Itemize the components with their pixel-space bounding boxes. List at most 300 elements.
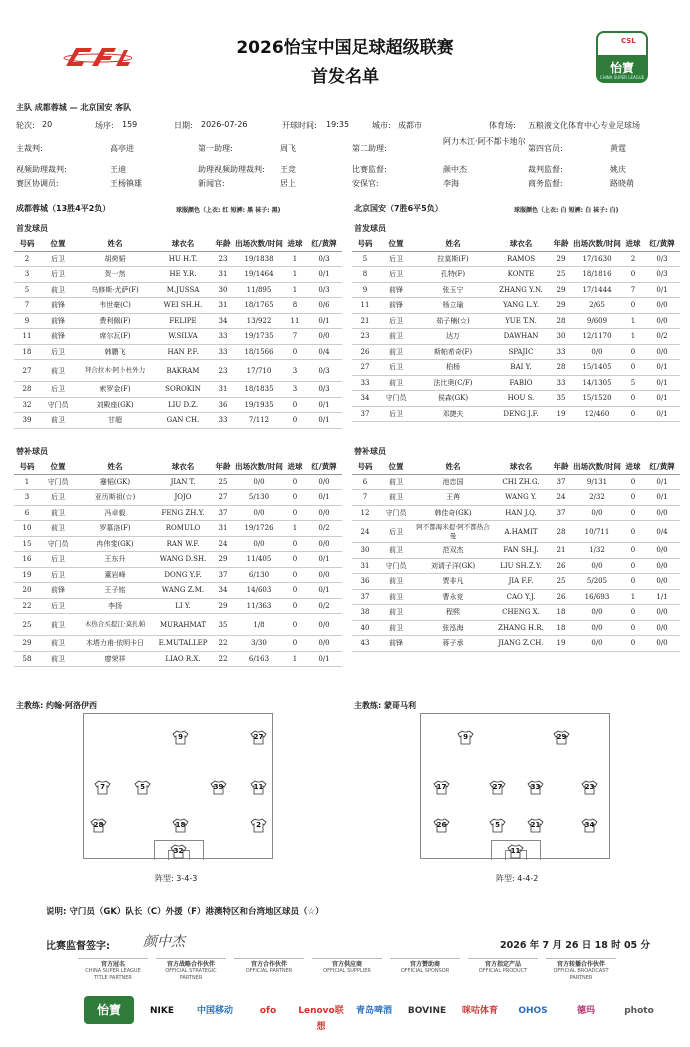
col-age: 35 [212, 614, 234, 636]
col-appearances: 1/32 [572, 543, 622, 559]
col-position: 前锋 [378, 298, 414, 314]
col-number: 33 [352, 375, 378, 391]
col-name: 斯帕希奇(F) [414, 344, 492, 360]
col-name: 费利佩(F) [76, 313, 154, 329]
col-number: 32 [14, 397, 40, 413]
column-header: 球衣名 [154, 237, 212, 251]
col-age: 29 [212, 552, 234, 568]
col-goals: 8 [284, 298, 306, 314]
col-goals: 7 [622, 282, 644, 298]
col-appearances: 0/0 [234, 536, 284, 552]
col-number: 37 [352, 406, 378, 422]
table-row [14, 636, 342, 652]
col-appearances: 11/405 [234, 552, 284, 568]
col-name: 侯森(GK) [414, 391, 492, 407]
column-header: 进球 [284, 237, 306, 251]
col-shirt-name: ROMULO [154, 521, 212, 537]
col-number: 11 [352, 298, 378, 314]
col-appearances: 19/1838 [234, 251, 284, 267]
col-name: 李扬 [76, 598, 154, 614]
col-age: 30 [550, 329, 572, 345]
shirt-number: 2 [256, 821, 261, 829]
col-goals: 1 [284, 521, 306, 537]
player-shirt-icon [172, 730, 189, 745]
column-header: 位置 [378, 237, 414, 251]
column-header: 出场次数/时间 [234, 460, 284, 474]
home-kit-colors: 球服颜色（上衣: 红 短裤: 黑 袜子: 黑) [176, 207, 281, 214]
col-shirt-name: MURAHMAT [154, 614, 212, 636]
col-age: 35 [550, 391, 572, 407]
col-cards: 0/1 [306, 397, 342, 413]
col-goals: 0 [622, 558, 644, 574]
col-appearances: 0/0 [234, 505, 284, 521]
col-appearances: 0/0 [572, 558, 622, 574]
sponsor-category: 官方冠名 CHINA SUPER LEAGUE TITLE PARTNER [78, 958, 148, 982]
col-cards: 0/1 [644, 406, 680, 422]
round-label: 轮次: [16, 121, 35, 130]
col-shirt-name: WANG Z.M. [154, 583, 212, 599]
column-header: 球衣名 [492, 237, 550, 251]
col-appearances: 17/710 [234, 360, 284, 382]
col-appearances: 3/30 [234, 636, 284, 652]
venue-value: 五粮液文化体育中心专业足球场 [528, 121, 640, 130]
col-cards: 0/0 [306, 329, 342, 345]
column-header: 红/黄牌 [644, 237, 680, 251]
col-goals: 0 [622, 505, 644, 521]
col-shirt-name: BAI Y. [492, 360, 550, 376]
col-name: 程熙 [414, 605, 492, 621]
col-goals: 1 [622, 589, 644, 605]
col-shirt-name: HU H.T. [154, 251, 212, 267]
col-position: 守门员 [378, 505, 414, 521]
official-label: 第一助理: [198, 144, 233, 153]
col-cards: 0/0 [306, 567, 342, 583]
col-number: 7 [352, 490, 378, 506]
col-position: 前卫 [40, 521, 76, 537]
col-age: 33 [550, 375, 572, 391]
player-shirt-icon [94, 780, 111, 795]
sponsor-logo: 咪咕体育 [461, 1006, 498, 1016]
col-name: 张泓海 [414, 620, 492, 636]
col-appearances: 15/1405 [572, 360, 622, 376]
col-cards: 0/0 [644, 505, 680, 521]
col-shirt-name: LIU SH.Z.Y. [492, 558, 550, 574]
table-row [14, 413, 342, 429]
col-goals: 1 [284, 267, 306, 283]
col-age: 25 [212, 474, 234, 490]
col-position: 后卫 [40, 567, 76, 583]
col-cards: 0/1 [644, 490, 680, 506]
shirt-number: 23 [584, 783, 595, 791]
col-position: 守门员 [378, 558, 414, 574]
col-name: 柏杨 [414, 360, 492, 376]
col-name: 蹇韬(GK) [76, 474, 154, 490]
official-value: 王竞 [280, 165, 296, 174]
sponsor-logo: 德玛 [576, 1006, 595, 1016]
home-team-title: 成都蓉城（13胜4平2负） [16, 204, 111, 213]
player-shirt-icon [581, 780, 598, 795]
col-age: 25 [550, 267, 572, 283]
col-shirt-name: KONTE [492, 267, 550, 283]
official-label: 助理视频助理裁判: [198, 165, 265, 174]
col-appearances: 5/130 [234, 490, 284, 506]
col-cards: 0/4 [644, 521, 680, 543]
supervisor-signature: 颜中杰 [143, 934, 185, 950]
col-position: 前卫 [378, 605, 414, 621]
col-age: 33 [212, 329, 234, 345]
col-age: 18 [550, 620, 572, 636]
col-cards: 0/3 [306, 382, 342, 398]
sponsor-category: 官方赞助商 OFFICIAL SPONSOR [390, 958, 460, 975]
col-position: 前卫 [40, 282, 76, 298]
col-goals: 1 [284, 651, 306, 667]
col-age: 37 [212, 567, 234, 583]
col-name: 张玉宁 [414, 282, 492, 298]
col-cards: 0/1 [644, 474, 680, 490]
away-formation: 阵型: 4-4-2 [496, 874, 539, 883]
col-name: 席尔瓦(F) [76, 329, 154, 345]
col-cards: 0/1 [306, 413, 342, 429]
col-number: 8 [352, 267, 378, 283]
col-shirt-name: JIANG Z.CH. [492, 636, 550, 652]
col-number: 28 [14, 382, 40, 398]
col-age: 29 [550, 298, 572, 314]
table-row [14, 282, 342, 298]
sponsor-category: 官方供应商 OFFICIAL SUPPLIER [312, 958, 382, 975]
col-name: 甘超 [76, 413, 154, 429]
col-shirt-name: HAN J.Q. [492, 505, 550, 521]
col-appearances: 0/0 [572, 636, 622, 652]
col-shirt-name: SOROKIN [154, 382, 212, 398]
col-number: 20 [14, 583, 40, 599]
col-number: 58 [14, 651, 40, 667]
col-name: 木热合买提江·莫扎帕 [76, 614, 154, 636]
official-label: 赛区协调员: [16, 179, 59, 188]
col-name: 贾非凡 [414, 574, 492, 590]
column-header: 号码 [352, 460, 378, 474]
col-appearances: 14/603 [234, 583, 284, 599]
shirt-number: 33 [530, 783, 541, 791]
player-shirt-icon [250, 730, 267, 745]
table-row [352, 574, 680, 590]
table-row [352, 474, 680, 490]
col-name: 蒋子承 [414, 636, 492, 652]
table-row [352, 251, 680, 267]
col-shirt-name: E.MUTALLEP [154, 636, 212, 652]
col-age: 31 [212, 267, 234, 283]
csl-logo: CSL 怡寶 CHINA SUPER LEAGUE [596, 31, 648, 83]
col-age: 23 [212, 360, 234, 382]
col-name: 拉莫斯(F) [414, 251, 492, 267]
col-cards: 0/1 [306, 267, 342, 283]
table-row [14, 397, 342, 413]
col-name: 池忠国 [414, 474, 492, 490]
table-row [352, 589, 680, 605]
col-goals: 0 [284, 583, 306, 599]
col-appearances: 10/711 [572, 521, 622, 543]
col-number: 27 [352, 360, 378, 376]
col-age: 29 [212, 598, 234, 614]
shirt-number: 9 [463, 733, 468, 741]
col-number: 37 [352, 589, 378, 605]
official-label: 视频助理裁判: [16, 165, 67, 174]
shirt-number: 32 [173, 847, 184, 855]
col-goals: 3 [284, 360, 306, 382]
column-header: 年龄 [550, 237, 572, 251]
col-goals: 5 [622, 375, 644, 391]
table-row [352, 267, 680, 283]
home-subs-table [14, 460, 342, 667]
home-formation-pitch [83, 713, 273, 859]
col-cards: 0/0 [644, 636, 680, 652]
official-label: 比赛监督: [352, 165, 387, 174]
col-number: 31 [352, 558, 378, 574]
col-goals: 0 [622, 620, 644, 636]
col-age: 21 [550, 543, 572, 559]
sponsor-logo: 青岛啤酒 [355, 1006, 392, 1016]
shirt-number: 27 [253, 733, 264, 741]
city-value: 成都市 [398, 121, 422, 130]
shirt-number: 18 [175, 821, 186, 829]
col-goals: 0 [622, 605, 644, 621]
col-number: 39 [14, 413, 40, 429]
official-label: 裁判监督: [528, 165, 563, 174]
col-goals: 0 [284, 598, 306, 614]
col-appearances: 0/0 [572, 344, 622, 360]
col-goals: 0 [622, 267, 644, 283]
player-shirt-icon [433, 818, 450, 833]
table-row [352, 490, 680, 506]
col-goals: 7 [284, 329, 306, 345]
col-appearances: 15/1520 [572, 391, 622, 407]
col-number: 22 [14, 598, 40, 614]
col-appearances: 19/1464 [234, 267, 284, 283]
table-row [352, 375, 680, 391]
col-name: 韦世豪(C) [76, 298, 154, 314]
col-name: 亚历斯祖(☆) [76, 490, 154, 506]
col-position: 前卫 [40, 360, 76, 382]
city-label: 城市: [372, 121, 391, 130]
col-name: 木塔力甫·依明卡日 [76, 636, 154, 652]
col-cards: 0/0 [306, 536, 342, 552]
col-appearances: 17/1630 [572, 251, 622, 267]
col-shirt-name: M.JUSSA [154, 282, 212, 298]
table-row [352, 636, 680, 652]
shirt-number: 9 [178, 733, 183, 741]
table-row [14, 267, 342, 283]
col-number: 6 [352, 474, 378, 490]
match-no-value: 159 [122, 120, 138, 129]
column-header: 红/黄牌 [306, 237, 342, 251]
col-shirt-name: FELIPE [154, 313, 212, 329]
col-shirt-name: JIA F.F. [492, 574, 550, 590]
shirt-number: 27 [492, 783, 503, 791]
column-header: 年龄 [212, 237, 234, 251]
player-shirt-icon [457, 730, 474, 745]
col-goals: 2 [622, 251, 644, 267]
home-formation: 阵型: 3-4-3 [155, 874, 198, 883]
col-number: 5 [352, 251, 378, 267]
col-position: 前锋 [40, 298, 76, 314]
col-position: 后卫 [40, 251, 76, 267]
col-name: 杨立瑜 [414, 298, 492, 314]
official-label: 新闻官: [198, 179, 225, 188]
col-position: 前卫 [378, 574, 414, 590]
shirt-number: 26 [436, 821, 447, 829]
table-row [352, 505, 680, 521]
official-value: 黄霆 [610, 144, 626, 153]
col-position: 前卫 [378, 375, 414, 391]
col-age: 24 [550, 490, 572, 506]
col-age: 19 [550, 406, 572, 422]
col-age: 31 [212, 298, 234, 314]
column-header: 号码 [14, 460, 40, 474]
column-header: 出场次数/时间 [234, 237, 284, 251]
col-goals: 1 [284, 282, 306, 298]
col-position: 后卫 [378, 313, 414, 329]
col-name: 王子铭 [76, 583, 154, 599]
away-formation-pitch [420, 713, 610, 859]
col-name: 乌修斯·尤萨(F) [76, 282, 154, 298]
official-value: 阿力木江·阿不都卡地尔 [443, 137, 526, 146]
col-cards: 0/4 [306, 344, 342, 360]
col-position: 前锋 [40, 313, 76, 329]
col-position: 前卫 [378, 543, 414, 559]
col-appearances: 13/922 [234, 313, 284, 329]
table-row [14, 329, 342, 345]
col-shirt-name: A.HAMIT [492, 521, 550, 543]
col-appearances: 6/163 [234, 651, 284, 667]
col-shirt-name: LIAO R.X. [154, 651, 212, 667]
col-shirt-name: YANG L.Y. [492, 298, 550, 314]
col-shirt-name: FENG ZH.Y. [154, 505, 212, 521]
column-header: 年龄 [550, 460, 572, 474]
column-header: 红/黄牌 [306, 460, 342, 474]
col-age: 26 [550, 558, 572, 574]
league-title: 2026怡宝中国足球超级联赛 [236, 38, 454, 58]
venue-label: 体育场: [489, 121, 516, 130]
player-shirt-icon [553, 730, 570, 745]
table-row [352, 344, 680, 360]
col-goals: 0 [622, 474, 644, 490]
col-cards: 1/1 [644, 589, 680, 605]
col-cards: 0/0 [306, 636, 342, 652]
col-age: 34 [212, 583, 234, 599]
legend-note: 说明: 守门员（GK）队长（C）外援（F）港澳特区和台湾地区球员（☆） [46, 907, 324, 917]
away-starting-table [352, 237, 680, 422]
col-number: 3 [14, 267, 40, 283]
col-number: 6 [14, 505, 40, 521]
col-number: 16 [14, 552, 40, 568]
col-name: 阿不都海米提·阿不都热合曼 [414, 521, 492, 543]
col-cards: 0/3 [644, 267, 680, 283]
official-value: 路晓萌 [610, 179, 634, 188]
table-row [14, 583, 342, 599]
col-appearances: 0/0 [234, 474, 284, 490]
col-shirt-name: FAN SH.J. [492, 543, 550, 559]
table-row [14, 313, 342, 329]
player-shirt-icon [250, 818, 267, 833]
col-appearances: 7/112 [234, 413, 284, 429]
sponsor-category: 官方合作伙伴 OFFICIAL PARTNER [234, 958, 304, 975]
col-shirt-name: DONG Y.F. [154, 567, 212, 583]
table-row [352, 313, 680, 329]
col-appearances: 6/130 [234, 567, 284, 583]
col-position: 后卫 [40, 552, 76, 568]
home-starting-table [14, 237, 342, 429]
date-label: 日期: [174, 121, 193, 130]
col-name: 冉伟斐(GK) [76, 536, 154, 552]
col-cards: 0/3 [306, 251, 342, 267]
col-appearances: 18/1816 [572, 267, 622, 283]
col-cards: 0/1 [644, 360, 680, 376]
col-position: 守门员 [40, 474, 76, 490]
official-value: 高亭进 [110, 144, 134, 153]
player-shirt-icon [134, 780, 151, 795]
match-no-label: 场序: [95, 121, 114, 130]
col-position: 前卫 [40, 413, 76, 429]
table-row [352, 282, 680, 298]
col-appearances: 19/1735 [234, 329, 284, 345]
table-row [14, 382, 342, 398]
document-title: 首发名单 [311, 67, 379, 87]
col-name: 胡荷韬 [76, 251, 154, 267]
col-shirt-name: HOU S. [492, 391, 550, 407]
col-cards: 0/1 [306, 583, 342, 599]
col-cards: 0/2 [644, 329, 680, 345]
col-goals: 0 [622, 574, 644, 590]
col-shirt-name: SPAJIC [492, 344, 550, 360]
col-appearances: 2/65 [572, 298, 622, 314]
col-goals: 0 [284, 344, 306, 360]
col-position: 后卫 [378, 267, 414, 283]
col-age: 33 [550, 344, 572, 360]
col-position: 后卫 [40, 267, 76, 283]
col-goals: 1 [284, 251, 306, 267]
col-shirt-name: GAN CH. [154, 413, 212, 429]
away-team-title: 北京国安（7胜6平5负） [354, 204, 443, 213]
col-age: 37 [550, 474, 572, 490]
col-shirt-name: CHI ZH.G. [492, 474, 550, 490]
col-position: 前锋 [40, 329, 76, 345]
player-shirt-icon [433, 780, 450, 795]
home-coach: 主教练: 约翰·阿洛伊西 [16, 701, 98, 710]
col-appearances: 16/693 [572, 589, 622, 605]
col-name: 王苒 [414, 490, 492, 506]
col-number: 3 [14, 490, 40, 506]
col-name: 贺一然 [76, 267, 154, 283]
col-name: 刘殿座(GK) [76, 397, 154, 413]
col-number: 9 [14, 313, 40, 329]
col-number: 26 [352, 344, 378, 360]
col-appearances: 0/0 [572, 605, 622, 621]
col-position: 前锋 [378, 636, 414, 652]
col-goals: 0 [622, 360, 644, 376]
official-value: 王杨镇雄 [110, 179, 142, 188]
sponsor-logo: ofo [259, 1006, 277, 1016]
column-header: 出场次数/时间 [572, 460, 622, 474]
col-goals: 0 [622, 543, 644, 559]
away-coach: 主教练: 蒙哥马利 [354, 701, 416, 710]
col-shirt-name: BAKRAM [154, 360, 212, 382]
column-header: 进球 [622, 460, 644, 474]
col-appearances: 19/1726 [234, 521, 284, 537]
col-name: 曹永竞 [414, 589, 492, 605]
shirt-number: 5 [495, 821, 500, 829]
col-age: 34 [212, 313, 234, 329]
col-cards: 0/3 [644, 251, 680, 267]
signature-label: 比赛监督签字: [46, 941, 110, 952]
